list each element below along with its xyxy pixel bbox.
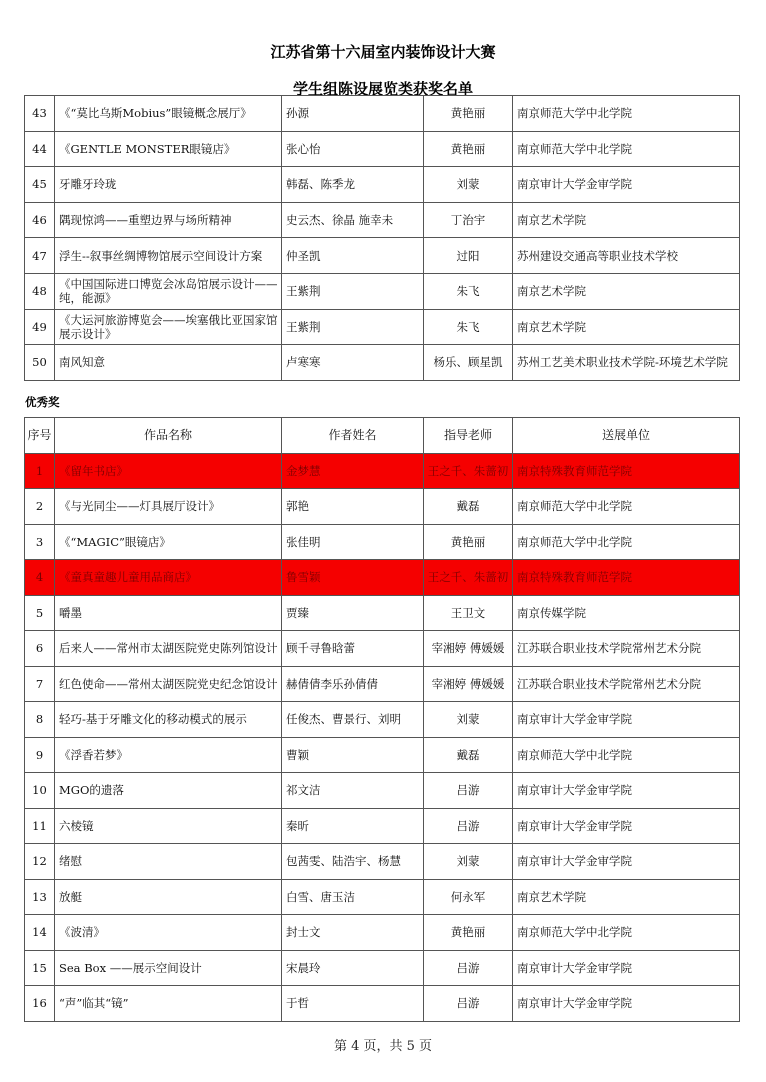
- table-row: [25, 631, 740, 667]
- cell-work: 六棱镜: [55, 808, 282, 844]
- cell-advisor: 杨乐、顾星凯: [424, 345, 513, 381]
- cell-author: 贾臻: [282, 595, 424, 631]
- cell-work: 《“莫比乌斯Mobius”眼镜概念展厅》: [55, 96, 282, 132]
- cell-author: 于哲: [282, 986, 424, 1022]
- cell-no: 48: [25, 273, 55, 309]
- cell-work: 红色使命——常州太湖医院党史纪念馆设计: [55, 666, 282, 702]
- cell-no: 11: [25, 808, 55, 844]
- cell-no: 50: [25, 345, 55, 381]
- cell-advisor: 黄艳丽: [424, 524, 513, 560]
- cell-unit: 南京师范大学中北学院: [513, 489, 740, 525]
- table-row: [25, 844, 740, 880]
- cell-unit: 南京特殊教育师范学院: [513, 560, 740, 596]
- cell-author: 韩磊、陈季龙: [282, 167, 424, 203]
- cell-no: 43: [25, 96, 55, 132]
- cell-advisor: 刘蒙: [424, 702, 513, 738]
- table-row: [25, 986, 740, 1022]
- cell-author: 任俊杰、曹景行、刘明: [282, 702, 424, 738]
- table-row: [25, 879, 740, 915]
- cell-unit: 南京审计大学金审学院: [513, 844, 740, 880]
- cell-unit: 苏州工艺美术职业技术学院-环境艺术学院: [513, 345, 740, 381]
- table-header-row: [25, 418, 740, 454]
- cell-advisor: 吕游: [424, 950, 513, 986]
- cell-advisor: 戴磊: [424, 737, 513, 773]
- table-row: [25, 666, 740, 702]
- cell-advisor: 朱飞: [424, 309, 513, 345]
- cell-no: 49: [25, 309, 55, 345]
- cell-no: 5: [25, 595, 55, 631]
- cell-author: 宋晨玲: [282, 950, 424, 986]
- cell-author: 张佳明: [282, 524, 424, 560]
- cell-unit: 南京传媒学院: [513, 595, 740, 631]
- cell-advisor: 何永军: [424, 879, 513, 915]
- cell-no: 16: [25, 986, 55, 1022]
- cell-no: 6: [25, 631, 55, 667]
- cell-work: 牙雕牙玲珑: [55, 167, 282, 203]
- header-unit: 送展单位: [513, 418, 740, 454]
- table-row: [25, 345, 740, 381]
- cell-author: 鲁雪颖: [282, 560, 424, 596]
- cell-unit: 南京审计大学金审学院: [513, 986, 740, 1022]
- cell-author: 史云杰、徐晶 施幸未: [282, 202, 424, 238]
- table-row: [25, 131, 740, 167]
- table-row: [25, 96, 740, 132]
- cell-advisor: 宰湘婷 傅媛媛: [424, 631, 513, 667]
- cell-no: 12: [25, 844, 55, 880]
- table-row: [25, 808, 740, 844]
- cell-unit: 南京审计大学金审学院: [513, 950, 740, 986]
- cell-work: 《大运河旅游博览会——埃塞俄比亚国家馆展示设计》: [55, 309, 282, 345]
- table-row: [25, 309, 740, 345]
- cell-author: 仲圣凯: [282, 238, 424, 274]
- table-row: [25, 950, 740, 986]
- table-row: [25, 702, 740, 738]
- header-author: 作者姓名: [282, 418, 424, 454]
- header-work: 作品名称: [55, 418, 282, 454]
- cell-author: 张心怡: [282, 131, 424, 167]
- cell-no: 3: [25, 524, 55, 560]
- header-advisor: 指导老师: [424, 418, 513, 454]
- cell-unit: 南京艺术学院: [513, 309, 740, 345]
- award-table-continued: [24, 95, 740, 381]
- cell-work: 绪慰: [55, 844, 282, 880]
- cell-no: 2: [25, 489, 55, 525]
- table-row: [25, 238, 740, 274]
- cell-no: 15: [25, 950, 55, 986]
- cell-author: 郭艳: [282, 489, 424, 525]
- cell-unit: 江苏联合职业技术学院常州艺术分院: [513, 631, 740, 667]
- cell-work: 《童真童趣儿童用品商店》: [55, 560, 282, 596]
- cell-unit: 苏州建设交通高等职业技术学校: [513, 238, 740, 274]
- cell-advisor: 过阳: [424, 238, 513, 274]
- cell-advisor: 丁治宇: [424, 202, 513, 238]
- cell-advisor: 戴磊: [424, 489, 513, 525]
- cell-advisor: 吕游: [424, 986, 513, 1022]
- cell-advisor: 王卫文: [424, 595, 513, 631]
- cell-advisor: 刘蒙: [424, 844, 513, 880]
- cell-unit: 江苏联合职业技术学院常州艺术分院: [513, 666, 740, 702]
- cell-unit: 南京审计大学金审学院: [513, 773, 740, 809]
- cell-author: 孙源: [282, 96, 424, 132]
- table-row: [25, 524, 740, 560]
- cell-author: 王紫荆: [282, 309, 424, 345]
- section-label-excellence-award: 优秀奖: [25, 395, 60, 409]
- cell-no: 45: [25, 167, 55, 203]
- cell-work: 《留年书店》: [55, 453, 282, 489]
- cell-advisor: 王之千、朱蔷初: [424, 560, 513, 596]
- cell-unit: 南京师范大学中北学院: [513, 96, 740, 132]
- cell-no: 44: [25, 131, 55, 167]
- cell-author: 赫倩倩李乐孙倩倩: [282, 666, 424, 702]
- cell-work: 隅现惊鸿——重塑边界与场所精神: [55, 202, 282, 238]
- table-row: [25, 489, 740, 525]
- cell-advisor: 吕游: [424, 773, 513, 809]
- header-no: 序号: [25, 418, 55, 454]
- cell-author: 卢寒寒: [282, 345, 424, 381]
- cell-advisor: 宰湘婷 傅媛媛: [424, 666, 513, 702]
- cell-unit: 南京师范大学中北学院: [513, 737, 740, 773]
- table-row: [25, 453, 740, 489]
- table-row: [25, 560, 740, 596]
- cell-work: “声”临其“镜”: [55, 986, 282, 1022]
- cell-unit: 南京艺术学院: [513, 273, 740, 309]
- page-footer: 第 4 页，共 5 页: [333, 1039, 433, 1054]
- cell-no: 13: [25, 879, 55, 915]
- document-subtitle: 学生组陈设展览类获奖名单: [292, 80, 473, 98]
- cell-work: 《GENTLE MONSTER眼镜店》: [55, 131, 282, 167]
- cell-work: 《浮香若梦》: [55, 737, 282, 773]
- table-row: [25, 773, 740, 809]
- cell-unit: 南京审计大学金审学院: [513, 808, 740, 844]
- cell-no: 46: [25, 202, 55, 238]
- cell-unit: 南京审计大学金审学院: [513, 702, 740, 738]
- cell-unit: 南京艺术学院: [513, 879, 740, 915]
- cell-advisor: 王之千、朱蔷初: [424, 453, 513, 489]
- cell-work: 浮生--叙事丝绸博物馆展示空间设计方案: [55, 238, 282, 274]
- cell-work: 《“MAGIC”眼镜店》: [55, 524, 282, 560]
- cell-author: 封士文: [282, 915, 424, 951]
- cell-author: 祁文洁: [282, 773, 424, 809]
- cell-no: 8: [25, 702, 55, 738]
- cell-work: MGO的遗落: [55, 773, 282, 809]
- cell-author: 金梦慧: [282, 453, 424, 489]
- cell-advisor: 黄艳丽: [424, 96, 513, 132]
- table-row: [25, 202, 740, 238]
- table-row: [25, 167, 740, 203]
- cell-no: 1: [25, 453, 55, 489]
- cell-work: 轻巧-基于牙雕文化的移动模式的展示: [55, 702, 282, 738]
- cell-no: 4: [25, 560, 55, 596]
- cell-advisor: 吕游: [424, 808, 513, 844]
- cell-author: 秦昕: [282, 808, 424, 844]
- cell-work: 嚼墨: [55, 595, 282, 631]
- cell-author: 顾千寻鲁晗蕾: [282, 631, 424, 667]
- cell-author: 曹颖: [282, 737, 424, 773]
- cell-work: 《中国国际进口博览会冰岛馆展示设计——纯，能源》: [55, 273, 282, 309]
- cell-no: 14: [25, 915, 55, 951]
- cell-work: 南风知意: [55, 345, 282, 381]
- cell-work: 《与光同尘——灯具展厅设计》: [55, 489, 282, 525]
- table-row: [25, 595, 740, 631]
- cell-unit: 南京审计大学金审学院: [513, 167, 740, 203]
- cell-work: 放艇: [55, 879, 282, 915]
- cell-unit: 南京师范大学中北学院: [513, 131, 740, 167]
- cell-no: 47: [25, 238, 55, 274]
- cell-advisor: 黄艳丽: [424, 915, 513, 951]
- excellence-award-table: [24, 417, 740, 1022]
- document-title: 江苏省第十六届室内装饰设计大赛: [270, 43, 496, 61]
- cell-no: 9: [25, 737, 55, 773]
- table-row: [25, 737, 740, 773]
- table-row: [25, 273, 740, 309]
- cell-unit: 南京师范大学中北学院: [513, 915, 740, 951]
- cell-advisor: 黄艳丽: [424, 131, 513, 167]
- cell-author: 王紫荆: [282, 273, 424, 309]
- cell-author: 白雪、唐玉洁: [282, 879, 424, 915]
- cell-author: 包茜雯、陆浩宇、杨慧: [282, 844, 424, 880]
- cell-unit: 南京特殊教育师范学院: [513, 453, 740, 489]
- cell-advisor: 朱飞: [424, 273, 513, 309]
- cell-work: 《波清》: [55, 915, 282, 951]
- cell-work: 后来人——常州市太湖医院党史陈列馆设计: [55, 631, 282, 667]
- cell-no: 7: [25, 666, 55, 702]
- cell-no: 10: [25, 773, 55, 809]
- cell-work: Sea Box ——展示空间设计: [55, 950, 282, 986]
- cell-advisor: 刘蒙: [424, 167, 513, 203]
- table-row: [25, 915, 740, 951]
- cell-unit: 南京艺术学院: [513, 202, 740, 238]
- cell-unit: 南京师范大学中北学院: [513, 524, 740, 560]
